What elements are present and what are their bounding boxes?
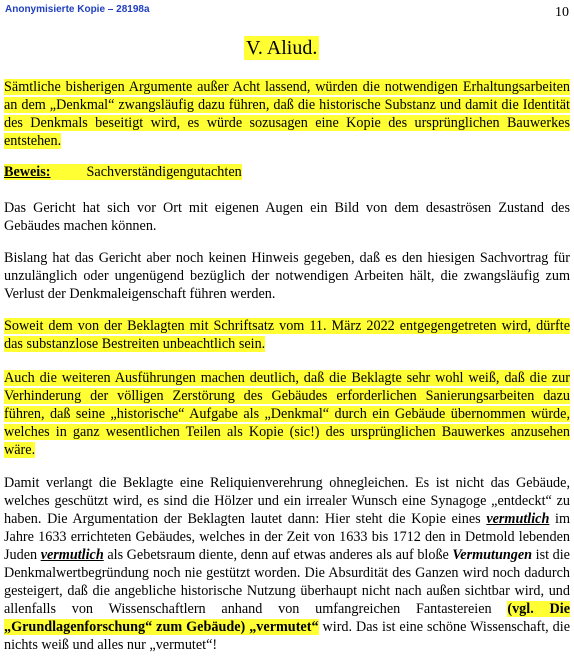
section-heading: V. Aliud. [246,37,318,59]
paragraph-further-statements [4,369,570,459]
evidence-label: Beweis: [4,164,51,180]
highlight-grundlagenforschung: (vgl. Die „Grundlagenforschung“ zum Gebäude) „vermutet“ [4,601,570,635]
emphasis-vermutlich-1: vermutlich [486,511,550,527]
evidence-text: Sachverständigengutachten [86,164,242,180]
paragraph-relic-worship: Damit verlangt die Beklagte eine Reliquienverehrung ohnegleichen. Es ist nicht das Gebäude, welches geschützt wird, es sind die Hölzer und ein irrealer Wunsch eine Synagoge „entdeckt“ zu haben. Die Argumentation der Beklagten lautet dann: Hier steht die Kopie eines vermutlich im Jahre 1633 errichteten Gebäudes, welches in der Zeit von 1633 bis 1712 den in Detmold lebenden Juden vermutlich als Gebetsraum diente, denn auf etwas anderes als auf bloße Vermutungen ist die Denkmalwertbegründung noch nie gestützt worden. Die Absurdität des Ganzen wird noch dadurch gesteigert, daß die angebliche historische Nutzung überhaupt nicht nach außen sichtbar wird, und allenfalls von Wissenschaftlern anhand von umfangreichen Fantastereien (vgl. Die „Grundlagenforschung“ zum Gebäude) „vermutet“ wird. Das ist eine schöne Wissenschaft, die nichts weiß und alles nur „vermutet“! [4,475,570,653]
page-number: 10 [555,5,569,20]
paragraph-no-notice: Bislang hat das Gericht aber noch keinen Hinweis gegeben, daß es den hiesigen Sachvortrag für unzulänglich oder ungenügend bezüglich der notwendigen Arbeiten hält, die zwangsläufig zum Verlust der Denkmaleigenschaft führen werden. [4,250,570,302]
paragraph-written-statement [4,317,570,353]
paragraph-intro-text: Sämtliche bisherigen Argumente außer Acht lassend, würden die notwendigen Erhaltungsarbeiten an dem „Denkmal“ zwangsläufig dazu führen, daß die historische Substanz und damit die Identität des Denkmals beseitigt wird, es würde sozusagen eine Kopie des ursprünglichen Bauwerkes entstehen. [4,79,570,149]
evidence-line [4,163,570,181]
paragraph-further-statements-text: Auch die weiteren Ausführungen machen deutlich, daß die Beklagte sehr wohl weiß, daß die zur Verhinderung der völligen Zerstörung des Gebäudes erforderlichen Sanierungsarbeiten dazu führen, daß seine „historische“ Aufgabe als „Denkmal“ durch ein Gebäude übernommen würde, welches in ganz wesentlichen Teilen als Kopie (sic!) des ursprünglichen Bauwerkes anzusehen wäre. [4,370,570,458]
paragraph-intro [4,78,570,150]
paragraph-written-statement-text: Soweit dem von der Beklagten mit Schriftsatz vom 11. März 2022 entgegengetreten wird, dürfte das substanzlose Bestreiten unbeachtlich sein. [4,318,570,352]
anonymized-copy-label: Anonymisierte Kopie – 28198a [5,4,150,15]
paragraph-court-visit: Das Gericht hat sich vor Ort mit eigenen Augen ein Bild von dem desaströsen Zustand des Gebäudes machen können. [4,200,570,234]
emphasis-vermutungen: Vermutungen [452,547,533,563]
emphasis-vermutlich-2: vermutlich [40,547,104,563]
